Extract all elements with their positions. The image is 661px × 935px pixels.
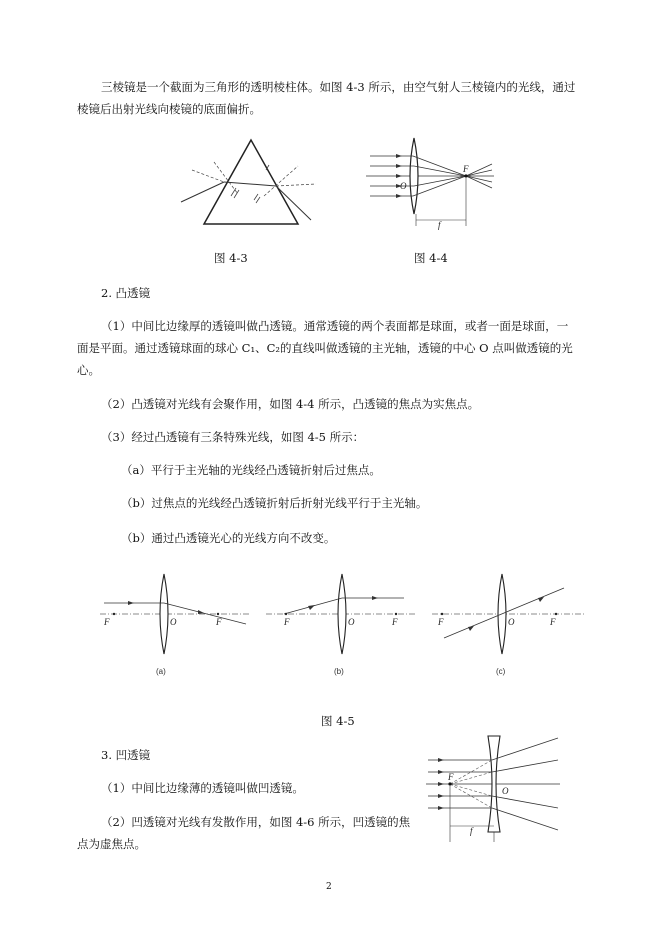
- section-3-p1: （1）中间比边缘薄的透镜叫做凹透镜。: [101, 781, 304, 795]
- section-3-p2-line2: 点为虚焦点。: [77, 837, 146, 851]
- fig45a-label-f-right: F: [216, 617, 222, 627]
- fig45-sub-c: (c): [496, 667, 506, 676]
- fig45a-label-o: O: [170, 617, 177, 627]
- section-2-p1-line3: 心。: [77, 363, 100, 377]
- fig44-label-o: O: [400, 181, 407, 191]
- fig45-panel-a: [100, 574, 250, 676]
- section-2-item-b: （b）过焦点的光线经凸透镜折射后折射光线平行于主光轴。: [121, 496, 428, 510]
- figure-4-6-concave-lens: [426, 734, 562, 846]
- fig45a-label-f-left: F: [104, 617, 110, 627]
- figure-4-4-caption: 图 4-4: [414, 251, 448, 265]
- intro-line-2: 棱镜后出射光线向棱镜的底面偏折。: [77, 102, 261, 116]
- figure-4-5-three-rays: [98, 570, 588, 680]
- fig44-label-f-focus: F: [463, 164, 469, 174]
- figure-4-3-caption: 图 4-3: [214, 251, 248, 265]
- fig46-label-f-focus: F: [448, 772, 454, 782]
- intro-line-1: 三棱镜是一个截面为三角形的透明棱柱体。如图 4-3 所示，由空气射人三棱镜内的光线，通过: [101, 80, 576, 94]
- figure-4-5-caption: 图 4-5: [321, 714, 355, 728]
- fig46-label-o: O: [502, 786, 509, 796]
- fig45b-label-f-left: F: [284, 617, 290, 627]
- fig45c-label-f-right: F: [550, 617, 556, 627]
- fig45c-label-o: O: [508, 617, 515, 627]
- fig45b-label-f-right: F: [392, 617, 398, 627]
- figure-4-4-convex-lens: [366, 136, 496, 228]
- section-2-item-c: （b）通过凸透镜光心的光线方向不改变。: [121, 531, 336, 545]
- section-2-p3: （3）经过凸透镜有三条特殊光线，如图 4-5 所示：: [101, 430, 365, 444]
- section-2-item-a: （a）平行于主光轴的光线经凸透镜折射后过焦点。: [121, 463, 381, 477]
- fig45c-label-f-left: F: [438, 617, 444, 627]
- fig44-label-focal-length: f: [438, 220, 441, 230]
- fig45-sub-b: (b): [334, 667, 344, 676]
- section-2-p1-line2: 面是平面。通过透镜球面的球心 C₁、C₂的直线叫做透镜的主光轴，透镜的中心 O 点叫做透镜的光: [77, 341, 573, 355]
- section-2-heading: 2. 凸透镜: [101, 286, 151, 300]
- page-number: 2: [326, 882, 332, 892]
- section-3-p2-line1: （2）凹透镜对光线有发散作用，如图 4-6 所示，凹透镜的焦: [101, 815, 411, 829]
- fig46-label-focal-length: f: [470, 826, 473, 836]
- section-2-p1-line1: （1）中间比边缘厚的透镜叫做凸透镜。通常透镜的两个表面都是球面，或者一面是球面，一: [101, 319, 569, 333]
- section-2-p2: （2）凸透镜对光线有会聚作用，如图 4-4 所示，凸透镜的焦点为实焦点。: [101, 397, 480, 411]
- fig45-panel-c: [432, 574, 586, 676]
- figure-4-3-prism: [176, 136, 326, 231]
- section-3-heading: 3. 凹透镜: [101, 748, 151, 762]
- fig45-sub-a: (a): [156, 667, 166, 676]
- fig45-panel-b: [266, 574, 416, 676]
- fig45b-label-o: O: [348, 617, 355, 627]
